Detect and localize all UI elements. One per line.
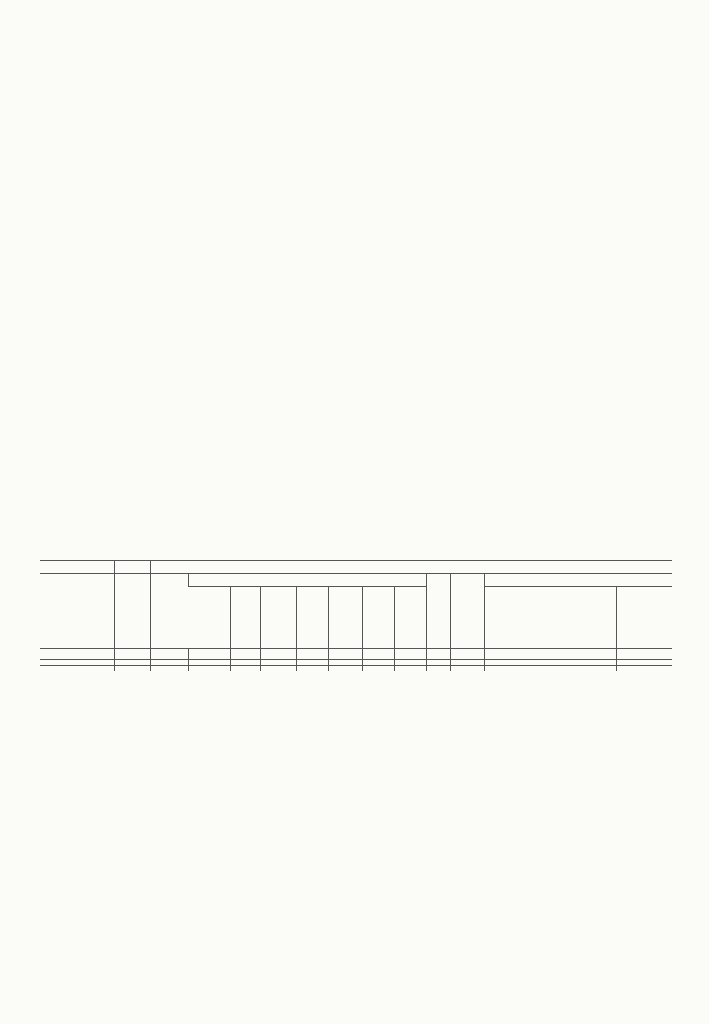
header-c8 bbox=[328, 587, 362, 649]
year-1901 bbox=[114, 561, 150, 574]
column-number bbox=[296, 649, 328, 660]
column-number bbox=[188, 649, 230, 660]
gap-cell bbox=[114, 666, 150, 672]
header-c5 bbox=[230, 587, 260, 649]
year-1911 bbox=[150, 561, 672, 574]
column-number bbox=[426, 649, 450, 660]
buildings-table bbox=[40, 560, 672, 671]
table-body bbox=[40, 660, 672, 672]
gap-cell bbox=[296, 666, 328, 672]
gap-cell bbox=[616, 666, 672, 672]
header-c11 bbox=[426, 574, 450, 649]
column-number bbox=[40, 649, 114, 660]
column-number bbox=[616, 649, 672, 660]
group-header-row bbox=[40, 574, 672, 587]
column-number bbox=[450, 649, 484, 660]
gap-cell bbox=[260, 666, 296, 672]
column-number bbox=[260, 649, 296, 660]
header-c7 bbox=[296, 587, 328, 649]
gap-cell bbox=[188, 666, 230, 672]
column-number bbox=[394, 649, 426, 660]
blank-header bbox=[40, 561, 114, 574]
column-number bbox=[114, 649, 150, 660]
gap-cell bbox=[150, 666, 188, 672]
column-number bbox=[484, 649, 616, 660]
header-c3 bbox=[150, 574, 188, 649]
section-gap bbox=[40, 666, 672, 672]
gap-cell bbox=[394, 666, 426, 672]
gap-cell bbox=[450, 666, 484, 672]
header-c4 bbox=[188, 587, 230, 649]
gap-cell bbox=[230, 666, 260, 672]
column-number bbox=[230, 649, 260, 660]
gap-cell bbox=[328, 666, 362, 672]
gap-cell bbox=[426, 666, 450, 672]
header-c13 bbox=[484, 587, 616, 649]
column-number bbox=[328, 649, 362, 660]
gap-cell bbox=[40, 666, 114, 672]
header-c12 bbox=[450, 574, 484, 649]
header-c10 bbox=[394, 587, 426, 649]
row-label-header bbox=[40, 574, 114, 649]
header-c2 bbox=[114, 574, 150, 649]
group-dwellings bbox=[188, 574, 426, 587]
header-c14 bbox=[616, 587, 672, 649]
year-header-row bbox=[40, 561, 672, 574]
gap-cell bbox=[362, 666, 394, 672]
column-number bbox=[150, 649, 188, 660]
header-c9 bbox=[362, 587, 394, 649]
group-not-dwellings bbox=[484, 574, 672, 587]
gap-cell bbox=[484, 666, 616, 672]
column-number bbox=[362, 649, 394, 660]
header-c6 bbox=[260, 587, 296, 649]
column-number-row bbox=[40, 649, 672, 660]
